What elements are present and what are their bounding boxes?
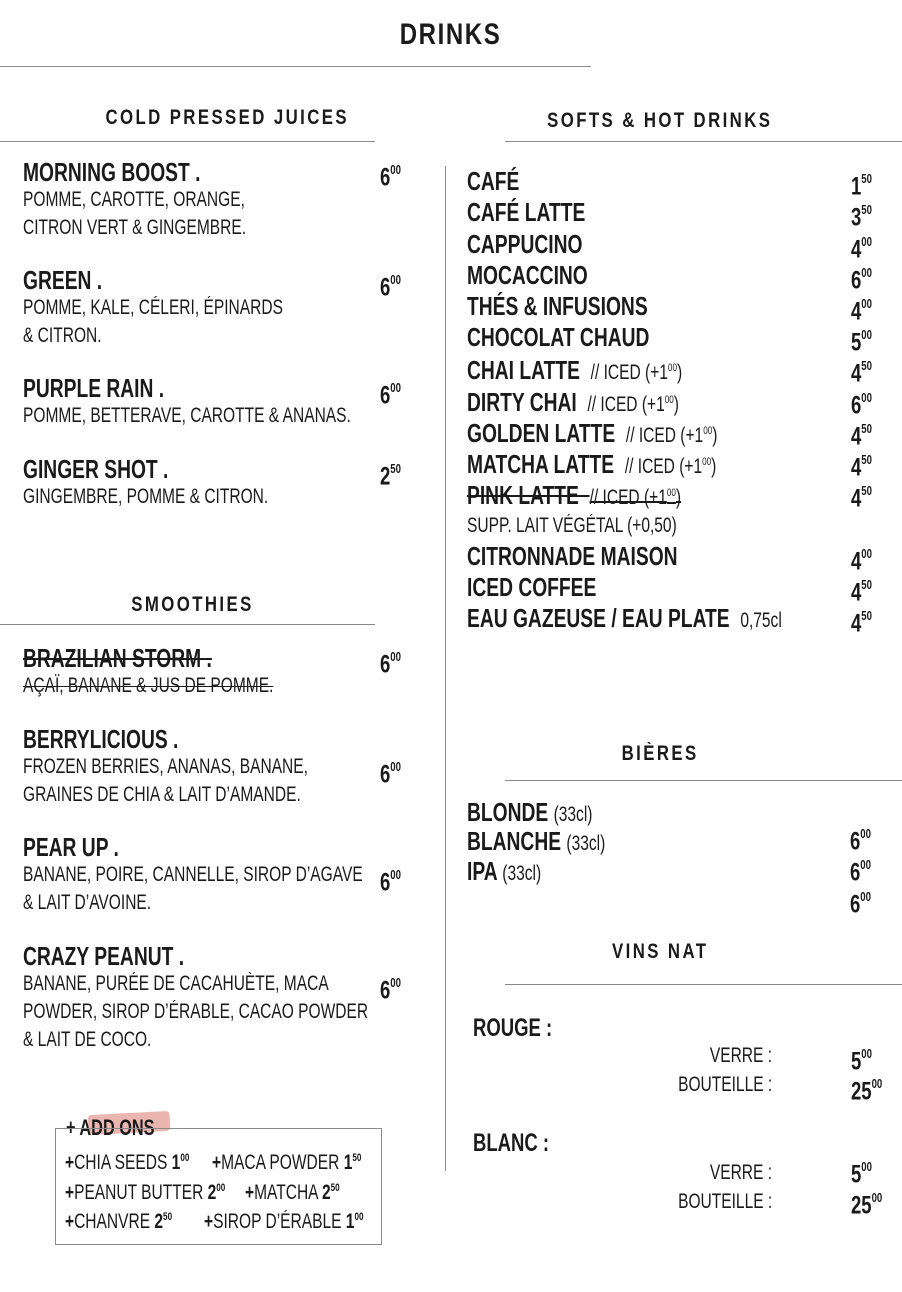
drink-name: CAFÉ [467, 166, 520, 196]
smoothies-divider [0, 624, 375, 625]
drink-price: $4^{50}$ [851, 577, 872, 607]
supp-note: SUPP. LAIT VÉGÉTAL (+0,50) [467, 514, 677, 537]
drink-name: THÉS & INFUSIONS [467, 291, 648, 321]
drink-row [467, 572, 642, 603]
menu-item [23, 374, 383, 430]
drink-price: $4^{00}$ [851, 546, 872, 576]
item-price: $2^{50}$ [380, 461, 401, 491]
drink-name: CHOCOLAT CHAUD [467, 322, 650, 352]
item-price: $6^{00}$ [380, 162, 401, 192]
drink-name: CHAI LATTE [467, 355, 580, 385]
item-price: $6^{00}$ [380, 975, 401, 1005]
drink-row [467, 291, 711, 322]
menu-item [23, 455, 383, 511]
item-name: MORNING BOOST . [23, 157, 201, 187]
drink-name: PINK LATTE [467, 480, 579, 510]
drink-row: GOLDEN LATTE // ICED $(+1^{00})$ [467, 418, 718, 448]
item-price: $6^{00}$ [380, 759, 401, 789]
item-desc: GINGEMBRE, POMME & CITRON. [23, 485, 269, 508]
menu-item [23, 158, 383, 242]
section-title-cold-juices: COLD PRESSED JUICES [105, 106, 350, 129]
item-desc: POMME, BETTERAVE, CAROTTE & ANANAS. [23, 404, 351, 427]
item-desc: & LAIT D’AVOINE. [23, 891, 152, 914]
item-name: BRAZILIAN STORM . [23, 643, 212, 673]
item-name: BERRYLICIOUS . [23, 724, 179, 754]
drink-row [467, 197, 627, 228]
drink-price: $3^{50}$ [851, 202, 872, 232]
item-price: $6^{00}$ [380, 380, 401, 410]
item-desc: FROZEN BERRIES, ANANAS, BANANE, [23, 755, 308, 778]
menu-item [23, 266, 383, 350]
wines-divider [505, 984, 902, 985]
menu-item [23, 725, 383, 809]
addon-item: +MACA POWDER $1^{50}$ [212, 1151, 362, 1174]
item-desc: POWDER, SIROP D’ÉRABLE, CACAO POWDER [23, 1000, 369, 1023]
section-title-smoothies: SMOOTHIES [131, 593, 254, 616]
column-divider [445, 166, 446, 1171]
addons-title: + ADD ONS [66, 1115, 155, 1140]
beer-row: BLONDE (33cl) [467, 797, 593, 827]
addon-item: +SIROP D’ÉRABLE $1^{00}$ [204, 1210, 364, 1233]
drink-price: $5^{00}$ [851, 327, 872, 357]
drink-price: $6^{00}$ [851, 390, 872, 420]
item-price: $6^{00}$ [380, 649, 401, 679]
beer-row: BLANCHE (33cl) [467, 826, 606, 856]
drink-name: ICED COFFEE [467, 572, 597, 602]
beer-name: BLONDE [467, 797, 549, 827]
drink-row [467, 541, 752, 572]
drink-price: $4^{50}$ [851, 483, 872, 513]
drink-name: CAPPUCINO [467, 229, 583, 259]
item-name: GREEN . [23, 265, 103, 295]
item-name: PEAR UP . [23, 832, 119, 862]
item-desc: & LAIT DE COCO. [23, 1028, 152, 1051]
item-price: $6^{00}$ [380, 272, 401, 302]
drink-price: $4^{50}$ [851, 452, 872, 482]
drink-row: CHAI LATTE // ICED $(+1^{00})$ [467, 355, 683, 385]
drink-row: DIRTY CHAI // ICED $(+1^{00})$ [467, 387, 679, 417]
menu-item [23, 942, 383, 1054]
drink-row: PINK LATTE // ICED $(+1^{00})$ [467, 480, 682, 510]
drink-row [467, 229, 623, 260]
page-title: DRINKS [400, 18, 502, 51]
section-title-softs: SOFTS & HOT DRINKS [547, 109, 773, 132]
wine-label: VERRE : [709, 1044, 772, 1067]
wine-price: $25^{00}$ [851, 1076, 883, 1106]
item-name: GINGER SHOT . [23, 454, 169, 484]
drink-price: $4^{50}$ [851, 358, 872, 388]
drink-row: EAU GAZEUSE / EAU PLATE 0,75cl [467, 603, 782, 633]
item-desc: POMME, CAROTTE, ORANGE, [23, 188, 245, 211]
drink-name: EAU GAZEUSE / EAU PLATE [467, 603, 730, 633]
item-desc: GRAINES DE CHIA & LAIT D’AMANDE. [23, 783, 301, 806]
drink-price: $1^{50}$ [851, 171, 872, 201]
wine-group-name: BLANC : [473, 1129, 550, 1157]
drink-price: $4^{50}$ [851, 421, 872, 451]
drink-name: GOLDEN LATTE [467, 418, 616, 448]
beers-divider [505, 780, 902, 781]
item-desc: CITRON VERT & GINGEMBRE. [23, 216, 247, 239]
section-title-beers: BIÈRES [621, 742, 699, 765]
addon-item: +CHANVRE $2^{50}$ [65, 1210, 173, 1233]
cold-juices-divider [0, 141, 375, 142]
drink-row [467, 322, 714, 353]
wine-price: $5^{00}$ [851, 1046, 872, 1076]
wine-price: $25^{00}$ [851, 1190, 883, 1220]
beer-price: $6^{00}$ [850, 857, 871, 887]
drink-name: MOCACCINO [467, 260, 588, 290]
drink-name: MATCHA LATTE [467, 449, 615, 479]
addon-item: +MATCHA $2^{50}$ [245, 1181, 340, 1204]
wine-price: $5^{00}$ [851, 1159, 872, 1189]
beer-price: $6^{00}$ [850, 889, 871, 919]
beer-row: IPA (33cl) [467, 856, 542, 886]
menu-item [23, 833, 383, 917]
item-desc: BANANE, PURÉE DE CACAHUÈTE, MACA [23, 972, 329, 995]
wine-group-name: ROUGE : [473, 1014, 553, 1042]
menu-item [23, 644, 383, 700]
item-desc: AÇAÏ, BANANE & JUS DE POMME. [23, 674, 274, 697]
item-name: CRAZY PEANUT . [23, 941, 185, 971]
drink-row: MATCHA LATTE // ICED $(+1^{00})$ [467, 449, 717, 479]
softs-divider [505, 141, 902, 142]
drink-price: $6^{00}$ [851, 265, 872, 295]
beer-price: $6^{00}$ [850, 826, 871, 856]
wine-label: BOUTEILLE : [677, 1190, 772, 1213]
drink-price: $4^{00}$ [851, 296, 872, 326]
wine-label: VERRE : [709, 1161, 772, 1184]
addon-item: +CHIA SEEDS $1^{00}$ [65, 1151, 190, 1174]
item-price: $6^{00}$ [380, 867, 401, 897]
drink-name: CITRONNADE MAISON [467, 541, 678, 571]
drink-price: $4^{00}$ [851, 234, 872, 264]
drink-row [467, 260, 630, 291]
beer-name: BLANCHE [467, 826, 562, 856]
wine-label: BOUTEILLE : [677, 1073, 772, 1096]
drink-price: $4^{50}$ [851, 608, 872, 638]
item-desc: & CITRON. [23, 324, 102, 347]
beer-name: IPA [467, 856, 497, 886]
drink-name: CAFÉ LATTE [467, 197, 586, 227]
drink-row [467, 166, 538, 197]
item-name: PURPLE RAIN . [23, 373, 165, 403]
item-desc: POMME, KALE, CÉLERI, ÉPINARDS [23, 296, 283, 319]
addon-item: +PEANUT BUTTER $2^{00}$ [65, 1181, 226, 1204]
section-title-wines: VINS NAT [611, 940, 709, 963]
item-desc: BANANE, POIRE, CANNELLE, SIROP D’AGAVE [23, 863, 363, 886]
drink-name: DIRTY CHAI [467, 387, 577, 417]
title-divider [0, 66, 591, 67]
